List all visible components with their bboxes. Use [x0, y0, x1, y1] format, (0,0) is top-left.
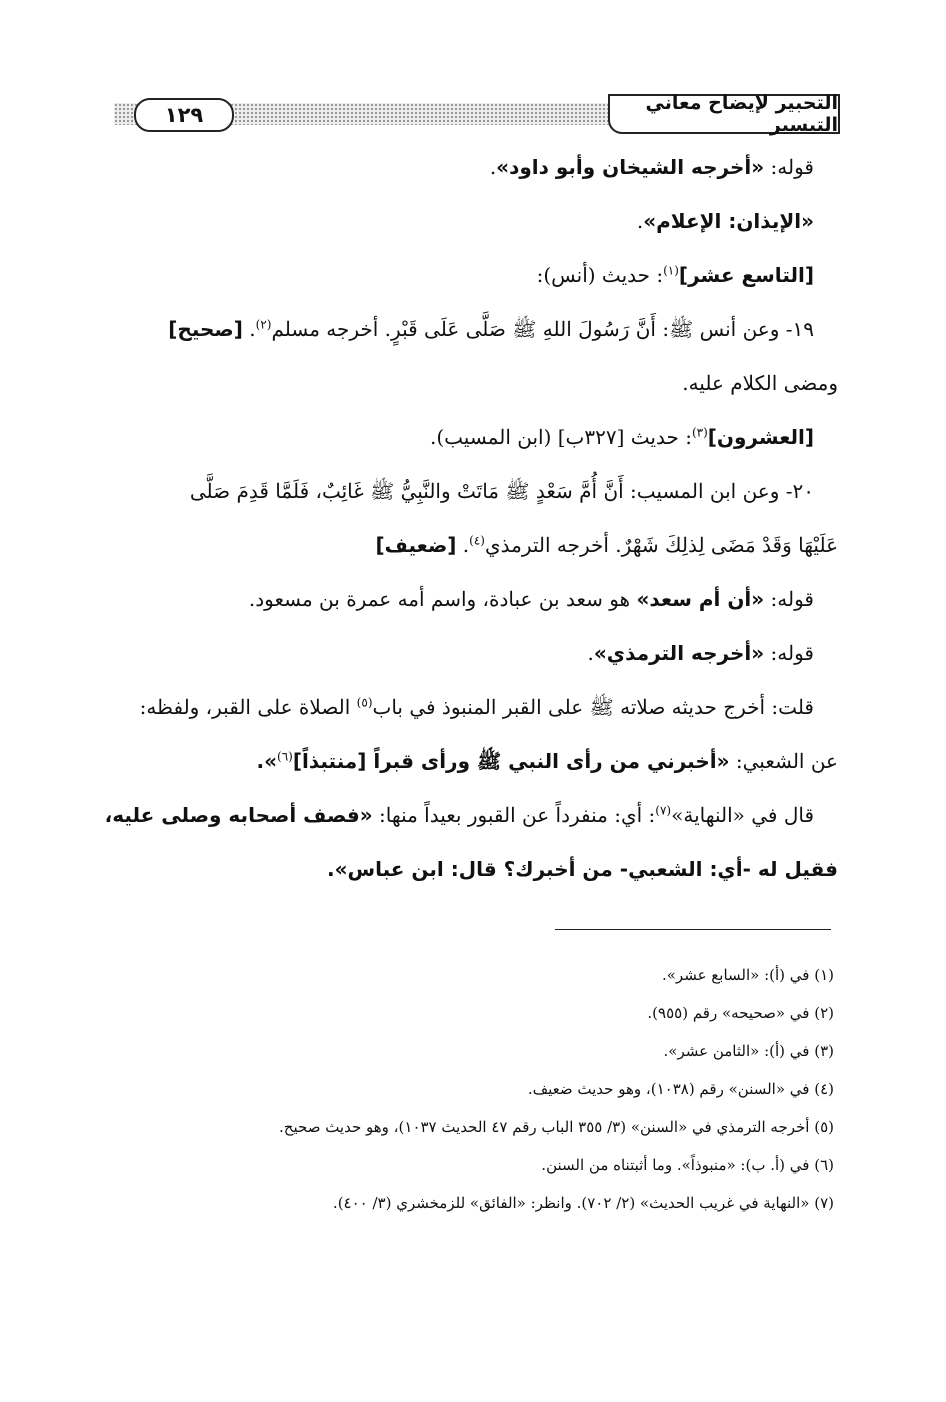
footnote-item: (٢) في «صحيحه» رقم (٩٥٥).: [647, 1004, 834, 1022]
main-text: [104, 140, 838, 896]
text-span: .: [636, 209, 644, 233]
text-line: [104, 842, 838, 896]
hadith-text: [104, 518, 838, 572]
footnote-item: (٣) في (أ): «الثامن عشر».: [663, 1042, 834, 1060]
text-line: [104, 626, 838, 680]
quoted-phrase: «الإيذان: الإعلام»: [643, 209, 814, 233]
text-span: هو سعد بن عبادة، واسم أمه عمرة بن مسعود.: [248, 587, 637, 611]
text-line: [104, 788, 838, 842]
quoted-phrase: «أخبرني من رأى النبي ﷺ ورأى قبراً [منتبذاً]: [292, 749, 730, 773]
footnote-divider: [555, 929, 831, 930]
text-span: قوله:: [764, 155, 814, 179]
footnote-ref: (٥): [356, 695, 373, 710]
footnote-item: (٧) «النهاية في غريب الحديث» (٢/ ٧٠٢). وانظر: «الفائق» للزمخشري (٣/ ٤٠٠).: [332, 1194, 834, 1212]
hadith-text: [104, 302, 838, 356]
footnotes: [104, 956, 834, 1222]
text-span: ».: [256, 749, 277, 773]
footnote-ref: (٧): [655, 803, 672, 818]
footnote-item: (٦) في (أ. ب): «منبوذاً». وما أثبتناه من السنن.: [541, 1156, 834, 1174]
text-line: [104, 680, 838, 734]
text-span: الصلاة على القبر، ولفظه:: [139, 695, 357, 719]
text-span: .: [587, 641, 594, 665]
quoted-phrase: فقيل له -أي: الشعبي- من أخبرك؟ قال: ابن عباس»: [334, 857, 838, 881]
text-line: [104, 356, 838, 410]
text-span: قلت: أخرج حديثه صلاته ﷺ على القبر المنبوذ في باب: [372, 695, 814, 719]
quoted-phrase: «أخرجه الترمذي»: [593, 641, 765, 665]
text-line: [104, 194, 838, 248]
text-line: [104, 734, 838, 788]
text-line: [104, 140, 838, 194]
grade-label: [صحيح]: [168, 317, 243, 341]
text-span: عن الشعبي:: [729, 749, 838, 773]
hadith-text: [104, 464, 838, 518]
section-heading: [104, 410, 838, 464]
text-span: ٢٠- وعن ابن المسيب: أَنَّ أُمَّ سَعْدٍ ﷺ مَاتَتْ والنَّبِيُّ ﷺ غَائِبٌ، فَلَمَّا قَدِمَ صَلَّى: [189, 479, 814, 503]
text-span: قوله:: [764, 641, 814, 665]
text-span: ١٩- وعن أنس ﷺ: أَنَّ رَسُولَ اللهِ ﷺ صَلَّى عَلَى قَبْرٍ. أخرجه مسلم: [271, 317, 814, 341]
text-span: : أي: منفرداً عن القبور بعيداً منها:: [372, 803, 656, 827]
text-line: [104, 572, 838, 626]
footnote-ref: (٤): [469, 533, 485, 548]
text-span: ومضى الكلام عليه.: [682, 371, 838, 395]
section-label: [العشرون]: [707, 425, 814, 449]
section-heading: [104, 248, 838, 302]
footnote-ref: (٢): [255, 317, 272, 332]
text-span: قوله:: [764, 587, 814, 611]
text-span: عَلَيْهَا وَقَدْ مَضَى لِذلِكَ شَهْرٌ. أخرجه الترمذي: [484, 533, 838, 557]
page-number: ١٢٩: [134, 98, 234, 132]
grade-label: [ضعيف]: [375, 533, 457, 557]
book-title: التحبير لإيضاح معاني التيسير: [608, 94, 840, 134]
footnote-item: (٥) أخرجه الترمذي في «السنن» (٣/ ٣٥٥ الباب رقم ٤٧ الحديث ١٠٣٧)، وهو حديث صحيح.: [279, 1118, 834, 1136]
text-span: قال في «النهاية»: [671, 803, 814, 827]
quoted-phrase: «أن أم سعد»: [636, 587, 765, 611]
footnote-ref: (٣): [691, 425, 708, 440]
footnote-item: (٤) في «السنن» رقم (١٠٣٨)، وهو حديث ضعيف.: [527, 1080, 834, 1098]
text-span: : حديث [٣٢٧ب] (ابن المسيب).: [429, 425, 692, 449]
text-span: .: [326, 857, 335, 881]
footnote-item: (١) في (أ): «السابع عشر».: [661, 966, 834, 984]
text-span: .: [242, 317, 256, 341]
footnote-ref: (٦): [277, 749, 293, 764]
quoted-phrase: «فصف أصحابه وصلى عليه،: [104, 803, 373, 827]
quoted-phrase: «أخرجه الشيخان وأبو داود»: [496, 155, 765, 179]
text-span: .: [489, 155, 497, 179]
text-span: .: [456, 533, 470, 557]
page-header: [114, 94, 840, 134]
text-span: : حديث (أنس):: [536, 263, 664, 287]
footnote-ref: (١): [663, 263, 679, 278]
section-label: [التاسع عشر]: [678, 263, 814, 287]
